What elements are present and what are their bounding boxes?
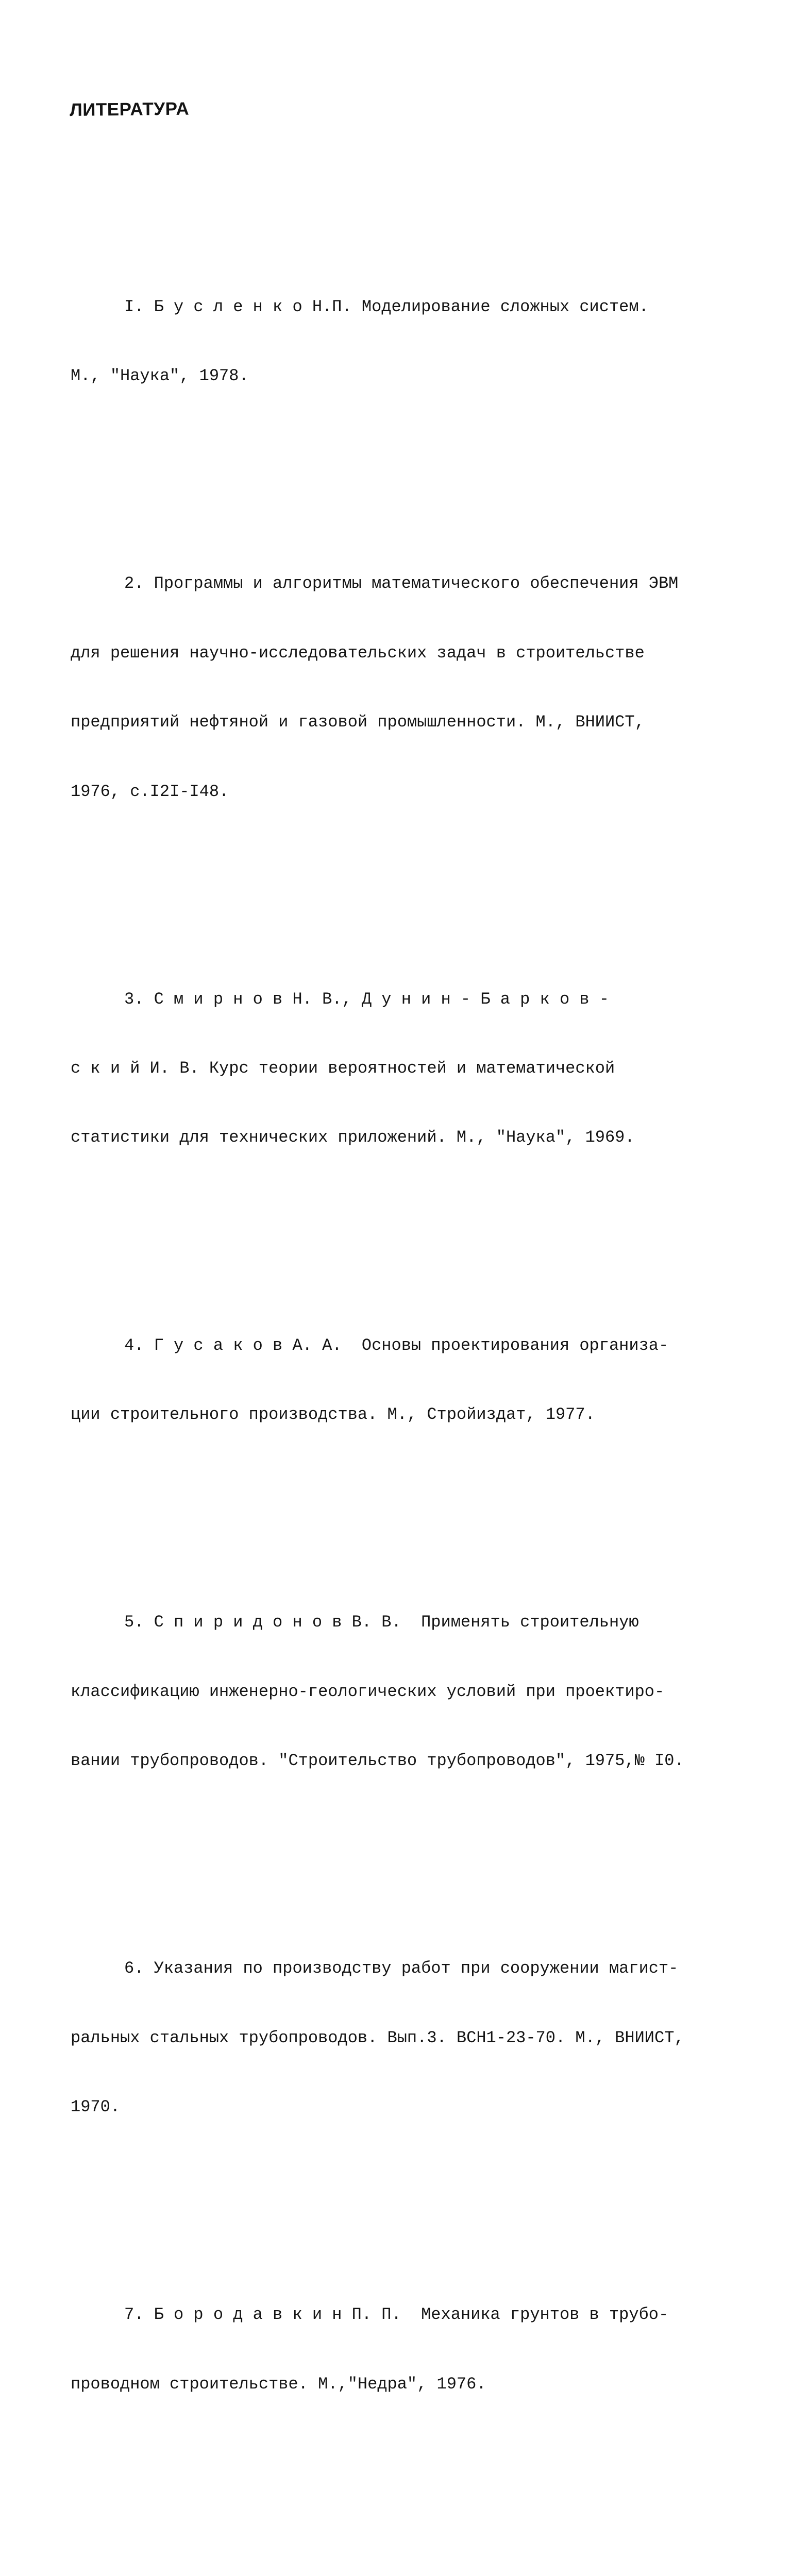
reference-number: I. [124,297,144,316]
reference-author: Б о р о д а в к и н П. П. [154,2305,401,2325]
reference-text: с к и й И. В. Курс теории вероятностей и математической [71,1059,615,1078]
reference-item [71,942,725,1196]
reference-number: 6. [124,1959,144,1978]
reference-item [71,527,725,850]
reference-text: Основы проектирования организа- [361,1335,669,1355]
reference-item [71,2534,725,2576]
reference-text: проводном строительстве. М.,"Недра", 1976. [71,2374,486,2394]
reference-text: Моделирование сложных систем. [361,297,649,316]
reference-text: М., "Наука", 1978. [71,366,249,386]
reference-item [71,1288,725,1472]
reference-number: 3. [124,989,144,1009]
reference-text: ции строительного производства. М., Стройиздат, 1977. [71,1405,595,1425]
reference-text: предприятий нефтяной и газовой промышленности. М., ВНИИСТ, [71,713,645,732]
reference-text: для решения научно-исследовательских задач в строительстве [71,643,645,663]
reference-text: классификацию инженерно-геологических условий при проектиро- [71,1682,665,1701]
page-title: ЛИТЕРАТУРА [70,98,190,120]
reference-author: Б у с л е н к о Н.П. [154,297,352,316]
reference-author: С п и р и д о н о в В. В. [154,1613,401,1632]
reference-author: С м и р н о в Н. В., Д у н и н - Б а р к о в - [154,989,609,1009]
reference-author: Г у с а к о в А. А. [154,1335,342,1355]
reference-number: 4. [124,1335,144,1355]
reference-text: Применять строительную [421,1613,639,1632]
reference-text: вании трубопроводов. "Строительство трубопроводов", 1975,№ I0. [71,1751,684,1770]
reference-text: ральных стальных трубопроводов. Вып.3. ВСН1-23-70. М., ВНИИСТ, [71,2028,684,2047]
reference-item [71,2258,725,2442]
reference-number: 2. [124,574,144,594]
reference-text: 1970. [71,2097,121,2116]
reference-number: 5. [124,1613,144,1632]
reference-list [71,157,725,2576]
reference-text: Программы и алгоритмы математического обеспечения ЭВМ [154,574,679,594]
reference-item [71,1565,725,1819]
reference-text: статистики для технических приложений. М., "Наука", 1969. [71,1128,635,1147]
reference-item [71,249,725,434]
reference-text: 1976, с.I2I-I48. [71,782,229,801]
reference-text: Механика грунтов в трубо- [421,2305,669,2325]
reference-number: 7. [124,2305,144,2325]
reference-text: Указания по производству работ при сооружении магист- [154,1959,679,1978]
reference-item [71,1911,725,2165]
